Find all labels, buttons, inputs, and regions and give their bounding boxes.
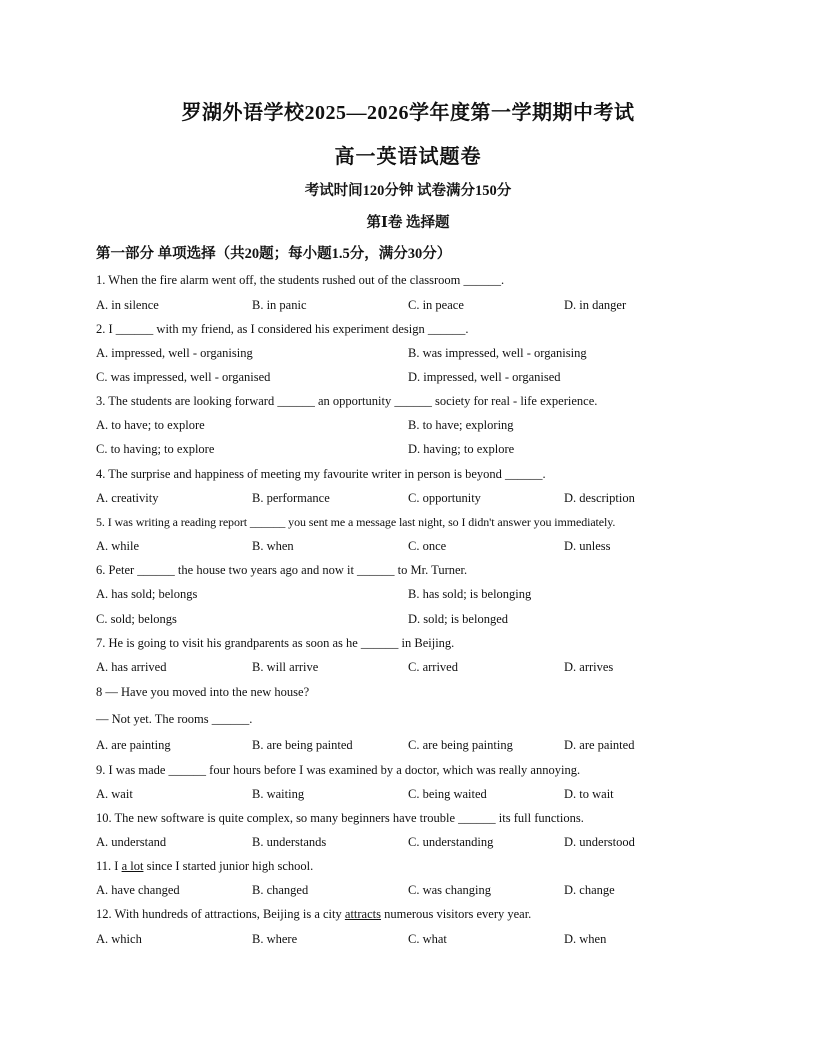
option-c: C. are being painting (408, 738, 513, 752)
option-c: C. in peace (408, 298, 464, 312)
option-c: C. was changing (408, 883, 491, 897)
question-11-stem (96, 858, 313, 874)
option-b: B. where (252, 932, 298, 946)
question-7-stem: 7. He is going to visit his grandparents as soon as he ______ in Beijing. (96, 636, 455, 650)
option-a: A. have changed (96, 883, 180, 897)
option-c: C. once (408, 539, 447, 553)
option-a: A. wait (96, 787, 133, 801)
option-b: B. performance (252, 491, 330, 505)
option-d: D. in danger (564, 298, 627, 312)
option-b: B. to have; exploring (408, 418, 514, 432)
option-c: C. opportunity (408, 491, 481, 505)
option-b: B. waiting (252, 787, 305, 801)
underlined-text: attracts (344, 907, 381, 921)
volume-heading: 第Ⅰ卷 选择题 (366, 215, 450, 231)
question-6-options-row2 (0, 611, 816, 627)
option-c: C. arrived (408, 660, 458, 674)
question-1-stem: 1. When the fire alarm went off, the students rushed out of the classroom ______. (96, 273, 505, 287)
option-d: D. to wait (564, 787, 614, 801)
option-d: D. impressed, well - organised (408, 370, 561, 384)
option-d: D. change (564, 883, 615, 897)
stem-text: 12. With hundreds of attractions, Beijing is a city (96, 907, 345, 921)
option-d: D. when (564, 932, 607, 946)
option-a: A. creativity (96, 491, 159, 505)
option-d: D. arrives (564, 660, 614, 674)
stem-text: numerous visitors every year. (380, 907, 532, 921)
underlined-text: a lot (121, 859, 144, 873)
stem-text: since I started junior high school. (143, 859, 314, 873)
question-3-stem: 3. The students are looking forward ______ an opportunity ______ society for real - life experience. (96, 394, 598, 408)
option-d: D. are painted (564, 738, 635, 752)
option-c: C. was impressed, well - organised (96, 370, 271, 384)
question-2-options-row1 (0, 345, 816, 361)
option-a: A. in silence (96, 298, 159, 312)
question-10-options (0, 834, 816, 850)
question-8-stem-reply: — Not yet. The rooms ______. (96, 712, 253, 726)
option-b: B. in panic (252, 298, 307, 312)
option-c: C. being waited (408, 787, 487, 801)
question-2-stem: 2. I ______ with my friend, as I considered his experiment design ______. (96, 322, 469, 336)
question-8-stem: 8 — Have you moved into the new house? (96, 685, 310, 699)
option-a: A. has arrived (96, 660, 167, 674)
option-a: A. while (96, 539, 140, 553)
option-a: A. understand (96, 835, 167, 849)
option-b: B. when (252, 539, 294, 553)
question-7-options (0, 659, 816, 675)
option-c: C. sold; belongs (96, 612, 177, 626)
option-d: D. description (564, 491, 635, 505)
option-c: C. understanding (408, 835, 494, 849)
option-b: B. changed (252, 883, 309, 897)
option-a: A. which (96, 932, 142, 946)
stem-text: 11. I (96, 859, 122, 873)
option-d: D. unless (564, 539, 611, 553)
exam-info: 考试时间120分钟 试卷满分150分 (304, 183, 512, 199)
paper-title: 高一英语试题卷 (334, 146, 482, 168)
option-d: D. having; to explore (408, 442, 515, 456)
question-12-stem (96, 906, 531, 922)
question-3-options-row1 (0, 417, 816, 433)
question-4-options (0, 490, 816, 506)
option-a: A. impressed, well - organising (96, 346, 253, 360)
question-9-options (0, 786, 816, 802)
option-d: D. understood (564, 835, 635, 849)
section-heading: 第一部分 单项选择（共20题；每小题1.5分，满分30分） (96, 246, 452, 262)
question-10-stem: 10. The new software is quite complex, so many beginners have trouble ______ its full functions. (96, 811, 584, 825)
question-5-stem: 5. I was writing a reading report ______ you sent me a message last night, so I didn't answer you immediately. (96, 515, 616, 529)
option-d: D. sold; is belonged (408, 612, 508, 626)
option-b: B. understands (252, 835, 327, 849)
question-6-stem: 6. Peter ______ the house two years ago and now it ______ to Mr. Turner. (96, 563, 468, 577)
question-2-options-row2 (0, 369, 816, 385)
option-c: C. to having; to explore (96, 442, 215, 456)
question-12-options (0, 931, 816, 947)
question-5-options (0, 538, 816, 554)
option-a: A. has sold; belongs (96, 587, 198, 601)
option-a: A. to have; to explore (96, 418, 205, 432)
option-c: C. what (408, 932, 447, 946)
question-9-stem: 9. I was made ______ four hours before I was examined by a doctor, which was really annoying. (96, 763, 581, 777)
question-6-options-row1 (0, 586, 816, 602)
question-3-options-row2 (0, 441, 816, 457)
option-b: B. are being painted (252, 738, 353, 752)
question-4-stem: 4. The surprise and happiness of meeting my favourite writer in person is beyond ______. (96, 467, 546, 481)
option-b: B. has sold; is belonging (408, 587, 532, 601)
exam-title: 罗湖外语学校2025—2026学年度第一学期期中考试 (181, 102, 635, 124)
option-a: A. are painting (96, 738, 171, 752)
option-b: B. was impressed, well - organising (408, 346, 587, 360)
question-1-options (0, 297, 816, 313)
question-11-options (0, 882, 816, 898)
option-b: B. will arrive (252, 660, 319, 674)
question-8-options (0, 737, 816, 753)
